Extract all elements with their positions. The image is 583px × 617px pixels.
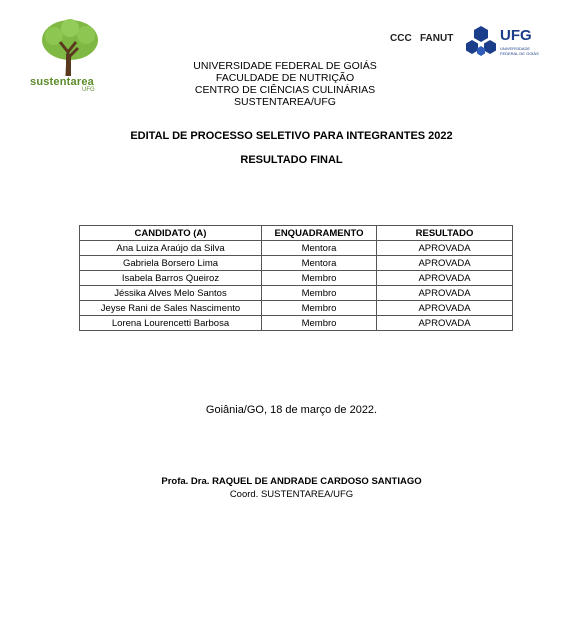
candidate-cell: Jeyse Rani de Sales Nascimento <box>80 301 262 316</box>
candidate-cell: Isabela Barros Queiroz <box>80 271 262 286</box>
role-cell: Membro <box>262 301 377 316</box>
table-row <box>80 301 513 316</box>
document-date: Goiânia/GO, 18 de março de 2022. <box>205 404 378 416</box>
result-cell: APROVADA <box>377 316 513 331</box>
role-cell: Membro <box>262 286 377 301</box>
ufg-hexagon-icon <box>464 24 498 60</box>
institution-logos <box>390 24 550 64</box>
sustentarea-wordmark: sustentarea <box>30 76 94 88</box>
result-cell: APROVADA <box>377 241 513 256</box>
candidate-cell: Gabriela Borsero Lima <box>80 256 262 271</box>
table-row <box>80 271 513 286</box>
ccc-logo: CCC <box>390 33 412 44</box>
table-header-row <box>80 226 513 241</box>
ufg-logo-sub: UNIVERSIDADE FEDERAL DE GOIÁS <box>500 46 539 56</box>
candidate-cell: Lorena Lourencetti Barbosa <box>80 316 262 331</box>
column-header: RESULTADO <box>377 226 513 241</box>
role-cell: Mentora <box>262 241 377 256</box>
result-cell: APROVADA <box>377 271 513 286</box>
tree-icon <box>30 18 110 78</box>
header-line: CENTRO DE CIÊNCIAS CULINÁRIAS <box>194 84 376 96</box>
document-subtitle: RESULTADO FINAL <box>240 154 343 166</box>
fanut-logo: FANUT <box>420 33 454 44</box>
header-line: UNIVERSIDADE FEDERAL DE GOIÁS <box>193 60 377 72</box>
ufg-logo: UFG <box>500 27 532 44</box>
header-line: FACULDADE DE NUTRIÇÃO <box>215 72 355 84</box>
role-cell: Membro <box>262 316 377 331</box>
column-header: CANDIDATO (A) <box>80 226 262 241</box>
table-row <box>80 316 513 331</box>
role-cell: Membro <box>262 271 377 286</box>
header-line: SUSTENTAREA/UFG <box>234 96 336 108</box>
result-cell: APROVADA <box>377 286 513 301</box>
results-table <box>79 225 513 331</box>
signatory-role: Coord. SUSTENTAREA/UFG <box>229 489 354 500</box>
result-cell: APROVADA <box>377 256 513 271</box>
candidate-cell: Ana Luiza Araújo da Silva <box>80 241 262 256</box>
institution-header <box>150 60 420 108</box>
column-header: ENQUADRAMENTO <box>262 226 377 241</box>
table-row <box>80 256 513 271</box>
signatory-full-name: RAQUEL DE ANDRADE CARDOSO SANTIAGO <box>212 476 422 487</box>
signatory-title: Profa. Dra. <box>161 476 210 487</box>
result-cell: APROVADA <box>377 301 513 316</box>
candidate-cell: Jéssika Alves Melo Santos <box>80 286 262 301</box>
table-row <box>80 286 513 301</box>
table-row <box>80 241 513 256</box>
document-title: EDITAL DE PROCESSO SELETIVO PARA INTEGRANTES 2022 <box>130 130 453 142</box>
signatory-name <box>0 476 583 487</box>
role-cell: Mentora <box>262 256 377 271</box>
sustentarea-sub: UFG <box>82 87 95 93</box>
sustentarea-logo <box>30 18 110 96</box>
